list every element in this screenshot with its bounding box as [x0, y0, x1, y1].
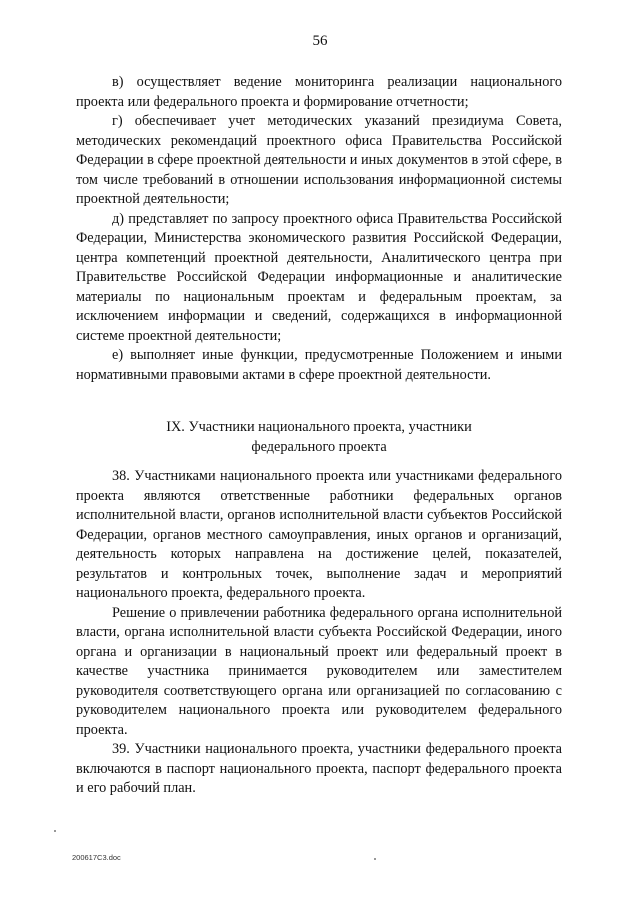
- list-item-v: в) осуществляет ведение мониторинга реализации национального проекта или федерального проекта и формирование отчетности;: [76, 74, 562, 110]
- paragraph-38: 38. Участниками национального проекта или участниками федерального проекта являются ответственные работники федеральных органов исполнительной власти, органов исполнительной власти субъектов Российской Федерации, органов местного самоуправления, иных органов и организаций, деятельность которых направлена на достижение целей, показателей, результатов и контрольных точек, выполнение задач и мероприятий национального проекта, федерального проекта.: [76, 468, 562, 601]
- scan-speck: [374, 858, 376, 860]
- section-body: [76, 467, 562, 799]
- footer-filename: 200617С3.doc: [72, 853, 121, 862]
- duties-list: [76, 73, 562, 385]
- section-heading: [76, 418, 562, 457]
- paragraph-decision: Решение о привлечении работника федерального органа исполнительной власти, органа исполнительной власти субъекта Российской Федерации, иного органа и организации в национальный проект или федеральный проект в качестве участника принимается руководителем или заместителем руководителя соответствующего органа или организацией по согласованию с руководителем национального проекта или руководителем федерального проекта.: [76, 604, 562, 738]
- list-item-d: д) представляет по запросу проектного офиса Правительства Российской Федерации, Министерства экономического развития Российской Федерации, центра компетенций проектной деятельности, Аналитического центра при Правительстве Российской Федерации информационные и аналитические материалы по национальным проектам и федеральным проектам, за исключением информации и сведений, содержащихся в информационной системе проектной деятельности;: [76, 210, 562, 344]
- scan-speck: [54, 830, 56, 832]
- list-item-g: г) обеспечивает учет методических указаний президиума Совета, методических рекомендаций проектного офиса Правительства Российской Федерации в сфере проектной деятельности и иных документов в этой сфере, в том числе требований в отношении использования информационной системы проектной деятельности;: [76, 113, 562, 207]
- section-heading-line-2: федерального проекта: [251, 438, 387, 455]
- page-number: 56: [312, 33, 328, 49]
- paragraph-39: 39. Участники национального проекта, участники федерального проекта включаются в паспорт национального проекта, паспорт федерального проекта и его рабочий план.: [76, 741, 562, 796]
- list-item-e: е) выполняет иные функции, предусмотренные Положением и иными нормативными правовыми актами в сфере проектной деятельности.: [76, 347, 562, 383]
- section-heading-line-1: IX. Участники национального проекта, участники: [166, 419, 472, 435]
